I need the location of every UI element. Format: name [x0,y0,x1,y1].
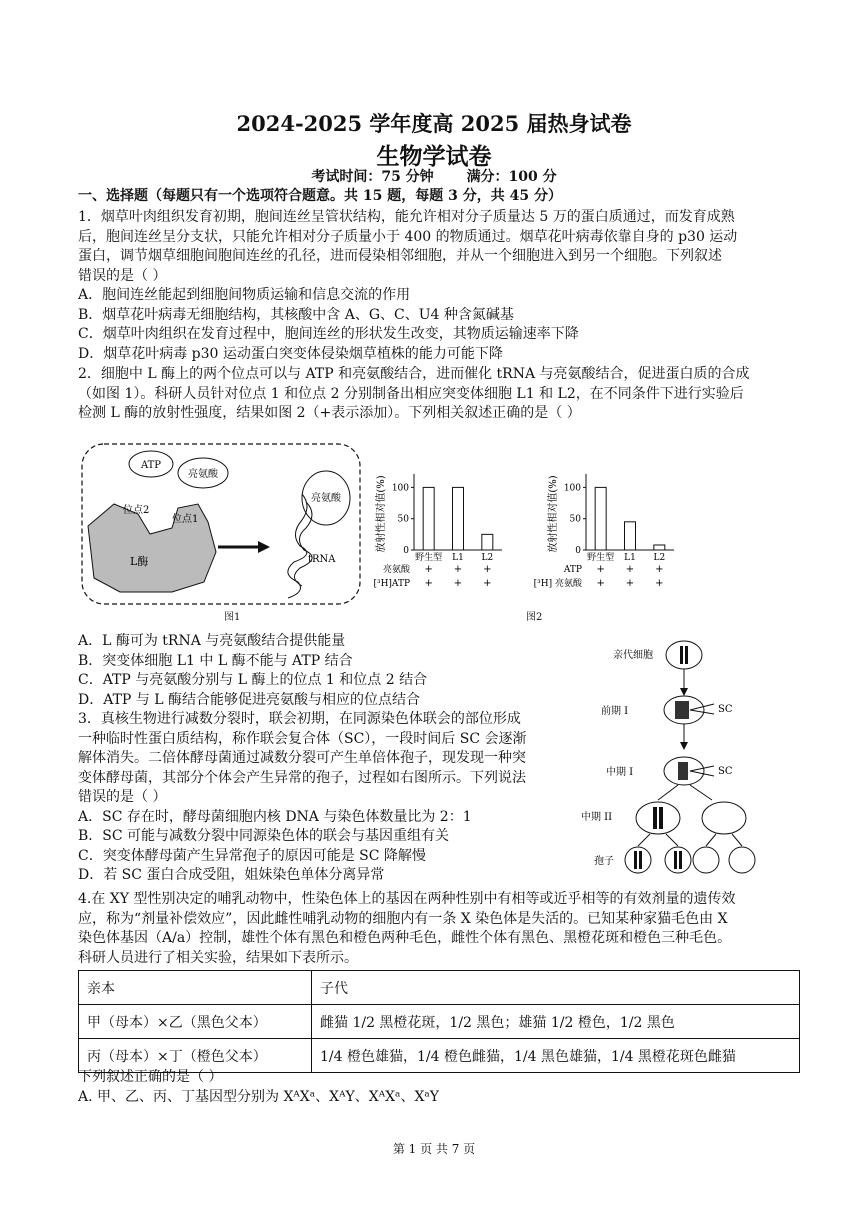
bar [654,545,665,550]
condition-row-label: [³H]ATP [373,579,410,589]
chromosome [680,646,683,664]
q4-stem-line: 应，称为“剂量补偿效应”，因此雌性哺乳动物的细胞内有一条 X 染色体是失活的。已知某种家猫毛色由 X [78,910,728,927]
metaphase-2-label: 中期 II [581,812,613,823]
question-3 [78,710,578,886]
figure-1-caption: 图1 [224,612,241,623]
chromosome [679,851,682,869]
parent-cell-label: 亲代细胞 [613,650,653,661]
sc-label-2: SC [718,766,733,777]
q4-option-a-prefix: A. 甲、乙、丙、丁基因型分别为 [78,1088,284,1105]
sc-label-1: SC [718,704,733,715]
q1-option-c: C．烟草叶肉组织在发育过程中，胞间连丝的形状发生改变，其物质运输速率下降 [78,326,579,342]
bar [423,487,434,550]
condition-symbol: + [596,578,605,589]
meiosis-diagram [578,638,788,878]
y-axis-label: 放射性相对值(%) [376,475,387,553]
subject-title: 生物学试卷 [376,143,492,170]
branch-line [658,785,678,800]
branch-line [732,834,742,846]
sc-pointer [690,771,714,776]
arrow-head [680,688,688,696]
condition-symbol: + [655,564,664,575]
x-tick-label: L1 [624,553,636,563]
q2-option-c: C．ATP 与亮氨酸分别与 L 酶上的位点 1 和位点 2 结合 [78,672,428,688]
chromosome [659,807,663,829]
condition-symbol: + [424,578,433,589]
table-cell: 甲（母本）×乙（黑色父本） [79,1005,312,1039]
condition-row-label: [³H] 亮氨酸 [533,579,582,589]
branch-line [638,834,650,846]
q3-stem-line: 错误的是（ ） [78,789,167,805]
chromosome [639,851,642,869]
spore-label: 孢子 [594,856,614,867]
page-footer: 第 1 页 共 7 页 [392,1142,476,1156]
exam-title: 2024-2025 学年度高 2025 届热身试卷 [236,111,632,136]
x-tick-label: L1 [452,553,464,563]
y-tick-label: 0 [403,546,409,556]
cross-results-table [78,970,800,1073]
q1-stem-line: 1．烟草叶肉组织发育初期，胞间连丝呈管状结构，能允许相对分子质量达 5 万的蛋白质通过，而发育成熟 [78,209,735,225]
l-enzyme-label: L酶 [130,555,149,568]
q4-question-line: 下列叙述正确的是（ ） [78,1069,223,1085]
q3-stem-line: 3．真核生物进行减数分裂时，联会初期，在同源染色体联会的部位形成 [78,711,521,727]
q1-option-b: B．烟草花叶病毒无细胞结构，其核酸中含 A、G、C、U4 种含氮碱基 [78,306,514,323]
question-2-options [78,632,578,710]
atp-label: ATP [140,460,162,471]
synapsed-chromosomes [675,701,689,719]
chromosome [674,851,677,869]
spore-empty [693,847,719,873]
q2-stem-line: 2．细胞中 L 酶上的两个位点可以与 ATP 和亮氨酸结合，进而催化 tRNA 与亮氨酸结合，促进蛋白质的合成 [78,366,750,382]
q1-option-a: A．胞间连丝能起到细胞间物质运输和信息交流的作用 [78,287,411,303]
bar [595,487,606,550]
condition-symbol: + [596,564,605,575]
y-tick-label: 100 [391,483,409,494]
condition-symbol: + [483,578,492,589]
exam-time: 考试时间：75 分钟 [311,169,434,185]
metaphase-2-empty-cell [702,802,746,834]
q4-stem-line: 4.在 XY 型性别决定的哺乳动物中，性染色体上的基因在两种性别中有相等或近乎相等的有效剂量的遗传效 [78,891,736,907]
question-1 [78,208,796,364]
trna-label: tRNA [308,554,336,565]
chromosome [634,851,637,869]
metaphase-1-label: 中期 I [606,767,634,778]
table-cell: 雌猫 1/2 黑橙花斑，1/2 黑色；雄猫 1/2 橙色，1/2 黑色 [312,1005,800,1039]
y-tick-label: 50 [569,514,581,525]
y-axis-label: 放射性相对值(%) [548,475,559,553]
chromosome [685,646,688,664]
q1-stem-line: 错误的是（ ） [78,267,167,284]
condition-row-label: ATP [563,565,582,575]
figure-1-diagram [80,442,362,620]
y-tick-label: 100 [563,483,581,494]
x-tick-label: L2 [481,553,494,563]
q1-stem-line: 蛋白，调节烟草细胞间胞间连丝的孔径，进而侵染相邻细胞，并从一个细胞进入到另一个细胞。下列叙述 [78,248,722,264]
leucine-bound-label: 亮氨酸 [311,493,341,504]
table-header-row [79,971,800,1005]
sc-pointer [690,710,714,714]
figure-2-right-chart [533,456,686,592]
trna-strand-2 [294,502,312,586]
condition-row-label: 亮氨酸 [382,565,410,575]
question-4-after [78,1068,796,1107]
table-header-cell: 亲本 [79,971,312,1005]
question-4-stem [78,890,800,968]
exam-info [0,166,868,186]
sc-pointer [690,766,714,771]
figure-2-left-chart [368,456,514,592]
spore [665,847,691,873]
sc-pointer [690,704,714,710]
q3-option-d: D．若 SC 蛋白合成受阻，姐妹染色单体分离异常 [78,867,385,883]
site-2-label: 位点2 [123,505,150,516]
table-row [79,1005,800,1039]
q4-stem-line: 染色体基因（A/a）控制，雄性个体有黑色和橙色两种毛色，雌性个体有黑色、黑橙花斑和橙色三种毛色。 [78,930,732,946]
q2-stem-line: 检测 L 酶的放射性强度，结果如图 2（+表示添加）。下列相关叙述正确的是（ ） [78,405,581,421]
condition-symbol: + [625,564,635,575]
branch-line [690,785,712,800]
q4-option-a-genotypes: XᴬXᵃ、XᴬY、XᴬXᵃ、XᵃY [283,1088,440,1105]
spore-empty [729,847,755,873]
figure-2-caption: 图2 [526,612,543,623]
y-tick-label: 50 [397,514,409,525]
q3-option-c: C．突变体酵母菌产生异常孢子的原因可能是 SC 降解慢 [78,847,426,864]
metaphase-2-cell [636,802,680,834]
section-heading: 一、选择题（每题只有一个选项符合题意。共 15 题，每题 3 分，共 45 分） [78,188,562,204]
parent-cell [666,641,702,669]
condition-symbol: + [453,578,463,589]
condition-symbol: + [453,564,463,575]
q2-option-d: D．ATP 与 L 酶结合能够促进亮氨酸与相应的位点结合 [78,691,420,708]
x-tick-label: L2 [653,553,666,563]
x-tick-label: 野生型 [415,553,443,563]
bar [482,534,493,550]
table-cell: 丙（母本）×丁（橙色父本） [79,1039,312,1073]
arrow-head [680,742,688,750]
chromosome [653,807,657,829]
q3-option-a: A．SC 存在时，酵母菌细胞内核 DNA 与染色体数量比为 2：1 [78,808,472,825]
condition-symbol: + [625,578,635,589]
site-1-label: 位点1 [172,514,199,525]
question-2-stem [78,365,796,424]
q4-stem-line: 科研人员进行了相关实验，结果如下表所示。 [78,949,358,966]
branch-line [666,834,678,846]
q1-stem-line: 后，胞间连丝呈分支状，只能允许相对分子质量小于 400 的物质通过。烟草花叶病毒依靠自身的 p30 运动 [78,228,738,245]
chromosome-pair [678,762,688,780]
q3-option-b: B．SC 可能与减数分裂中同源染色体的联会与基因重组有关 [78,828,450,844]
q3-stem-line: 变体酵母菌，其部分个体会产生异常的孢子，过程如右图所示。下列说法 [78,769,526,786]
q2-option-a: A．L 酶可为 tRNA 与亮氨酸结合提供能量 [78,633,346,649]
leucine-label: 亮氨酸 [188,469,218,480]
arrow-head [258,541,270,553]
condition-symbol: + [483,564,492,575]
x-tick-label: 野生型 [587,553,615,563]
y-tick-label: 0 [575,546,581,556]
exam-score: 满分：100 分 [466,169,557,185]
q2-option-b: B．突变体细胞 L1 中 L 酶不能与 ATP 结合 [78,652,353,669]
branch-line [706,834,716,846]
q3-stem-line: 一种临时性蛋白质结构，称作联会复合体（SC），一段时间后 SC 会逐渐 [78,730,527,747]
prophase-1-label: 前期 I [601,706,629,717]
condition-symbol: + [655,578,664,589]
q3-stem-line: 解体消失。二倍体酵母菌通过减数分裂可产生单倍体孢子，现发现一种突 [78,750,526,766]
bar [625,522,636,550]
condition-symbol: + [424,564,433,575]
table-header-cell: 子代 [312,971,800,1005]
q2-stem-line: （如图 1）。科研人员针对位点 1 和位点 2 分别制备出相应突变体细胞 L1 和 L2，在不同条件下进行实验后 [78,385,744,402]
q1-option-d: D．烟草花叶病毒 p30 运动蛋白突变体侵染烟草植株的能力可能下降 [78,345,503,362]
bar [453,487,464,550]
spore [625,847,651,873]
table-cell: 1/4 橙色雄猫，1/4 橙色雌猫，1/4 黑色雄猫，1/4 黑橙花斑色雌猫 [312,1039,800,1073]
q4-option-a [78,1088,796,1108]
